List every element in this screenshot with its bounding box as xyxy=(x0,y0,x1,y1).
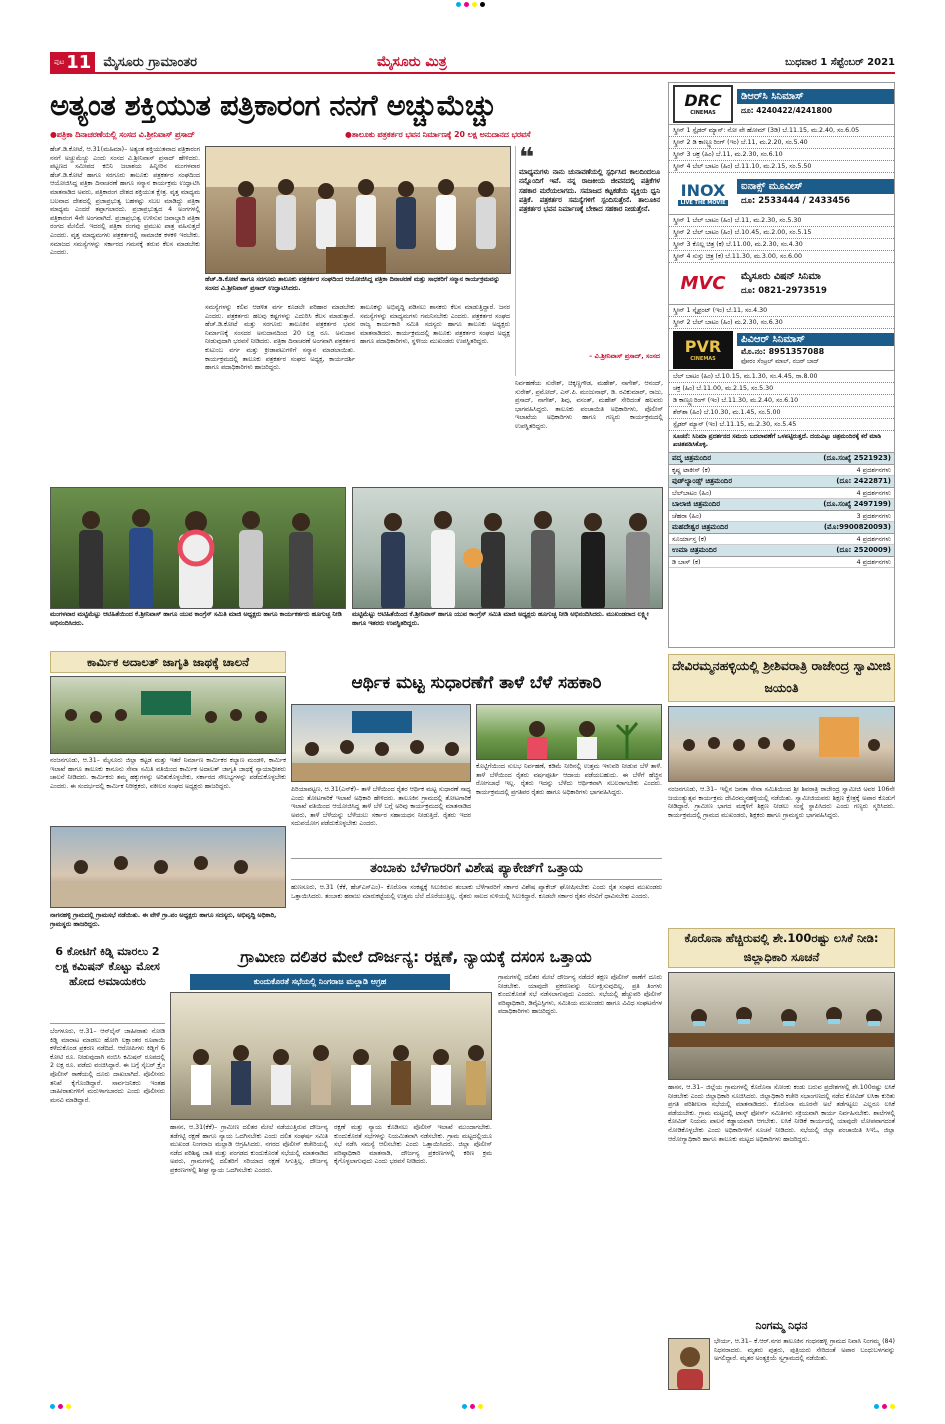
single-screen-name xyxy=(669,545,894,557)
drc-logo-text: DRC xyxy=(684,91,722,110)
screen-name: ವುಡ್‌ಲ್ಯಾಂಡ್ಸ್ ಚಿತ್ರಮಂದಿರ xyxy=(672,477,733,485)
drc-listing: ಸ್ಕ್ರೀನ್ 2 ಡಿ ಕಾಣ್ಜ್ಯೂರಿಂಗ್ (ಇಂ) ಬೆ.11, ಮ.2.20, ಸಂ.5.40 xyxy=(669,137,894,149)
screen-shows: 3 ಪ್ರದರ್ಶನಗಳು xyxy=(856,512,891,520)
lead-body-col1: ಹೆಚ್.ಡಿ.ಕೋಟೆ, ಆ.31(ಮಹಿಮಾ)– ಅತ್ಯಂತ ಶಕ್ತಿಯುತವಾದ ಪತ್ರಿಕಾರಂಗ ನನಗೆ ಅಚ್ಚುಮೆಚ್ಚು ಎಂದು ಸಂಸದ ವಿ.ಶ್ರೀನಿವಾಸ್ ಪ್ರಸಾದ್ ಹೇಳಿದರು. ಪಟ್ಟಣದ ಸಮೀಪದ ಕಬಿನಿ ಜಲಾಶಯ ಹಿನ್ನೀರಿನ ಮಂಗಳವಾರ ಹೆಚ್.ಡಿ.ಕೋಟೆ ಹಾಗೂ ಸರಗೂರು ತಾಲೂಕು ಪತ್ರಕರ್ತರ ಸಂಘದಿಂದ ಆಯೋಜಿಸಿದ್ದ ಪತ್ರಿಕಾ ದಿನಾಚರಣೆ ಹಾಗೂ ಸನ್ಮಾನ ಕಾರ್ಯಕ್ರಮ ಉದ್ಘಾಟಿಸಿ ಮಾತನಾಡಿದ ಅವರು, ಪತ್ರಿಕಾರಂಗ ದೇಶದ ಶಕ್ತಿಯುತ ಕ್ಷೇತ್ರ. ವೃತ್ತ ಮಾಧ್ಯಮ ಬಲವಾದ ದೇಶದಲ್ಲಿ ಪ್ರಜಾಪ್ರಭುತ್ವ ಬಹಳಷ್ಟು ಸಬಲ ಮಾಡಿದ್ದು ಪತ್ರಿಕಾ ಮಾಧ್ಯಮ ಎಂದರೆ ತಪ್ಪಾಗಲಾರದು. ಪ್ರಜಾಪ್ರಭುತ್ವದ 4 ಅಂಗಗಳಲ್ಲಿ ಪತ್ರಿಕಾರಂಗ 4ನೇ ಅಂಗವಾಗಿದೆ. ಪ್ರಜಾಪ್ರಭುತ್ವ ಉಳಿಸುವ ಜವಾಬ್ದಾರಿ ಪತ್ರಿಕಾ ರಂಗದ ಮೇಲಿದೆ. ಇದರಲ್ಲಿ ಪತ್ರಿಕಾ ರಂಗವು ಪ್ರಮುಖ ಪಾತ್ರ ವಹಿಸುತ್ತದೆ ಎಂದರು. ವೃತ್ತ ಮಾಧ್ಯಮಗಳು ಪತ್ರಕರ್ತರಲ್ಲಿ ಸಾಮಾಜಿಕ ಕಳಕಳಿ ಇರಬೇಕು. ಸಮಾಜದ ಸಮಸ್ಯೆಗಳನ್ನು ಸರ್ಕಾರದ ಗಮನಕ್ಕೆ ತರುವ ಕೆಲಸ ಮಾಡಬೇಕು ಎಂದರು. xyxy=(50,146,200,257)
single-screen-name xyxy=(669,453,894,465)
pvr-name: ಪಿವಿಆರ್ ಸಿನಿಮಾಸ್ xyxy=(737,333,894,346)
page-label: ಪುಟ xyxy=(54,57,65,66)
single-screen-row xyxy=(669,488,894,499)
screen-movie: ಸೂರ್ಯಾಸ್ತ (ಕ) xyxy=(672,535,707,543)
single-screen-list xyxy=(669,453,894,568)
drc-logo xyxy=(673,85,733,123)
inox-listing: ಸ್ಕ್ರೀನ್ 2 ಬೆಲ್ ಬಾಟಂ (ಹಿಂ) ಬೆ.10.45, ಮ.2.00, ಸಂ.5.15 xyxy=(669,227,894,239)
lead-photo-people xyxy=(206,147,511,274)
quote-mark-icon: ❝ xyxy=(519,143,535,173)
pvr-phone: ಮೊ.ನಂ: 8951357088 xyxy=(741,347,825,356)
inox-phone: ದೂ: 2533444 / 2433456 xyxy=(741,196,851,206)
drc-logo-sub: CINEMAS xyxy=(690,110,716,116)
dalit-photo-meeting xyxy=(171,993,492,1120)
inox-title-block xyxy=(737,179,894,208)
screen-name: ಉಮಾ ಚಿತ್ರಮಂದಿರ xyxy=(672,546,717,554)
screen-movie: ಡಿ ಬಾಸ್ (ಕ) xyxy=(672,558,701,566)
drc-listing: ಸ್ಕ್ರೀನ್ 3 ಚಕ್ರ (ಹಿಂ) ಬೆ.11, ಮ.2.30, ಸಂ.6.10 xyxy=(669,149,894,161)
single-screen-name xyxy=(669,522,894,534)
photo-left xyxy=(50,487,346,609)
obituary-portrait xyxy=(669,1339,710,1390)
covid-photo-meeting xyxy=(669,973,895,1080)
economy-photo-event xyxy=(292,705,471,782)
mvc-header xyxy=(669,263,894,305)
page-number-badge xyxy=(50,52,95,72)
mvc-listing: ಸ್ಕ್ರೀನ್ 1 ಸ್ಕೈಫ್ರಂಟ್ (ಇಂ) ಬೆ.11, ಸಂ.4.30 xyxy=(669,305,894,317)
labour-photo-2-meeting xyxy=(51,827,286,908)
screen-phone: (ದೂ: 2520009) xyxy=(836,546,891,554)
page-number: 11 xyxy=(66,51,92,73)
lead-photo-caption: ಹೆಚ್.ಡಿ.ಕೋಟೆ ಹಾಗೂ ಸರಗೂರು ತಾಲೂಕು ಪತ್ರಕರ್ತರ ಸಂಘದಿಂದ ಆಯೋಜಿಸಿದ್ದ ಪತ್ರಿಕಾ ದಿನಾಚರಣೆ ಮತ್ತು ಸಾಧಕರಿಗೆ ಸನ್ಮಾನ ಕಾರ್ಯಕ್ರಮವನ್ನು ಸಂಸದ ವಿ.ಶ್ರೀನಿವಾಸ್ ಪ್ರಸಾದ್ ಉದ್ಘಾಟಿಸಿದರು. xyxy=(205,276,500,292)
pvr-title-block xyxy=(737,333,894,366)
dalit-body-col2: ರಕ್ಷಣೆ ಮತ್ತು ನ್ಯಾಯ ಕೊಡಿಸಲು ಪೊಲೀಸ್ ಇಲಾಖೆ ಮುಂದಾಗಬೇಕು. ಕುಂದುಕೊರತೆ ಸಭೆಗಳನ್ನು ನಿಯಮಿತವಾಗಿ ನಡೆಸಬೇಕು. ಗ್ರಾಮ ಮಟ್ಟದಲ್ಲಿಯೂ ಸಭೆ ನಡೆಸಿ ಸಮಸ್ಯೆ ಆಲಿಸಬೇಕು ಎಂದು ಒತ್ತಾಯಿಸಿದರು. ಜಿಲ್ಲಾ ಪೊಲೀಸ್ ವರಿಷ್ಠಾಧಿಕಾರಿ ಮಾತನಾಡಿ, ದೌರ್ಜನ್ಯ ಪ್ರಕರಣಗಳಲ್ಲಿ ಕಠಿಣ ಕ್ರಮ ಕೈಗೊಳ್ಳಲಾಗುವುದು ಎಂದು ಭರವಸೆ ನೀಡಿದರು. xyxy=(334,1124,492,1166)
screen-shows: 4 ಪ್ರದರ್ಶನಗಳು xyxy=(856,489,891,497)
drc-listings xyxy=(669,125,894,173)
pvr-header xyxy=(669,329,894,371)
drc-listing: ಸ್ಕ್ರೀನ್ 4 ಬೆಲ್‌ ಬಾಟಂ (ಹಿಂ) ಬೆ.11.10, ಮ.2.15, ಸಂ.5.50 xyxy=(669,161,894,173)
photo-left-people xyxy=(51,488,346,609)
inox-listing: ಸ್ಕ್ರೀನ್ 3 ಕೊಲ್ಲ ಚಿತ್ರ (ಕ) ಬೆ.11.00, ಮ.2.30, ಸಂ.4.30 xyxy=(669,239,894,251)
mvc-listings xyxy=(669,305,894,329)
photo-right-people xyxy=(353,488,663,609)
pvr-notice: ಸೂಚನೆ: ಸಿನಿಮಾ ಪ್ರದರ್ಶನದ ಸಮಯ ಬದಲಾವಣೆಗೆ ಒಳಪಟ್ಟಿರುತ್ತದೆ. ದಯವಿಟ್ಟು ಚಿತ್ರಮಂದಿರಕ್ಕೆ ಕರೆ ಮಾಡಿ ಖಚಿತಪಡಿಸಿಕೊಳ್ಳಿ. xyxy=(669,431,894,453)
pvr-logo-text: PVR xyxy=(684,337,722,356)
dalit-body-col3: ಗ್ರಾಮಗಳಲ್ಲಿ ದಲಿತರ ಮೇಲೆ ದೌರ್ಜನ್ಯ ನಡೆದರೆ ತಕ್ಷಣ ಪೊಲೀಸ್ ಠಾಣೆಗೆ ದೂರು ನೀಡಬೇಕು. ಯಾವುದೇ ಪ್ರಕರಣವನ್ನು ನಿರ್ಲಕ್ಷಿಸುವುದಿಲ್ಲ. ಪ್ರತಿ ತಿಂಗಳು ಕುಂದುಕೊರತೆ ಸಭೆ ನಡೆಸಲಾಗುವುದು ಎಂದರು. ಸಭೆಯಲ್ಲಿ ಹೆಚ್ಚುವರಿ ಪೊಲೀಸ್ ವರಿಷ್ಠಾಧಿಕಾರಿ, ಡಿವೈಎಸ್ಪಿಗಳು, ಸಮಿತಿಯ ಮುಖಂಡರು ಹಾಗೂ ವಿವಿಧ ಸಂಘಟನೆಗಳ ಪದಾಧಿಕಾರಿಗಳು ಹಾಜರಿದ್ದರು. xyxy=(498,974,662,1016)
pvr-listing: ಚಕ್ರ (ಹಿಂ) ಬೆ.11.00, ಮ.2.15, ಸಂ.5.30 xyxy=(669,383,894,395)
economy-photo xyxy=(291,704,471,782)
pvr-listing: ಶೆರ್‌ಶಾ (ಹಿಂ) ಬೆ.10.30, ಮ.1.45, ಸಂ.5.00 xyxy=(669,407,894,419)
drc-listing: ಸ್ಕ್ರೀನ್ 1 ಸ್ಪೈಡರ್ ಮ್ಯಾನ್: ನೋ ವೇ ಹೋಮ್ (3ಡಿ) ಬೆ.11.15, ಮ.2.40, ಸಂ.6.05 xyxy=(669,125,894,137)
obituary-photo xyxy=(668,1338,710,1390)
date: ಬುಧವಾರ 1 ಸೆಪ್ಟೆಂಬರ್ 2021 xyxy=(785,56,895,68)
covid-photo xyxy=(668,972,895,1080)
labour-photo-2 xyxy=(50,826,286,908)
drc-header xyxy=(669,83,894,125)
screen-shows: 4 ಪ್ರದರ್ಶನಗಳು xyxy=(856,558,891,566)
pvr-logo-sub: CINEMAS xyxy=(690,356,716,362)
photo-right-caption: ಮಟ್ಟಿಮೆಟ್ಟು ಆಟಿಹಿತೆಯಿಂದ ಕೆ.ಶ್ರೀನಿವಾಸ್ ಹಾಗೂ ಯುವ ಕಾಂಗ್ರೆಸ್ ಸಮಿತಿ ಮಾಜಿ ಅಧ್ಯಕ್ಷರು ಹೂಗುಚ್ಛ ನೀಡಿ ಅಭಿನಂದಿಸಿದರು. ಮುಖಂಡರಾದ ಲಕ್ಷ್ಮೀ ಹಾಗೂ ಇತರರು ಉಪಸ್ಥಿತರಿದ್ದರು. xyxy=(352,611,649,627)
navaratri-photo-group xyxy=(669,707,895,782)
lead-quote-author: – ವಿ.ಶ್ರೀನಿವಾಸ್ ಪ್ರಸಾದ್, ಸಂಸದ xyxy=(588,352,660,360)
pvr-address: ಫೋರಂ ಸೆಂಟ್ರಲ್ ಮಾಲ್, ನಜರ್ ಬಾದ್ xyxy=(741,358,820,365)
lead-body-col2: ಸಮಸ್ಯೆಗಳನ್ನು ಕಲಿವ ಆಡಳಿತ ವರ್ಗ ಕೂಡಲೇ ಪರಿಹಾರ ಮಾಡಬೇಕು ಎಂದರು. ಪತ್ರಕರ್ತರು ಹಲವು ಕಷ್ಟಗಳನ್ನು ಎದುರಿಸಿ ಕೆಲಸ ಮಾಡುತ್ತಾರೆ. ಹೆಚ್.ಡಿ.ಕೋಟೆ ಮತ್ತು ಸರಗೂರು ತಾಲೂಕಿನ ಪತ್ರಕರ್ತರ ಭವನ ನಿರ್ಮಾಣಕ್ಕೆ ಸಂಸದರ ಅನುದಾನದಿಂದ 20 ಲಕ್ಷ ರೂ. ಅನುದಾನ ನೀಡುವುದಾಗಿ ಭರವಸೆ ನೀಡಿದರು. ಪತ್ರಿಕಾ ದಿನಾಚರಣೆ ಅಂಗವಾಗಿ ಪತ್ರಕರ್ತರ ಕುಟುಂಬ ವರ್ಗ ಮತ್ತು ಕ್ರೀಡಾಪಟುಗಳಿಗೆ ಸನ್ಮಾನ ಮಾಡಲಾಯಿತು. ಕಾರ್ಯಕ್ರಮದಲ್ಲಿ ತಾಲೂಕು ಪತ್ರಕರ್ತರ ಸಂಘದ ಅಧ್ಯಕ್ಷ, ಕಾರ್ಯದರ್ಶಿ ಹಾಗೂ ಪದಾಧಿಕಾರಿಗಳು ಹಾಜರಿದ್ದರು. xyxy=(205,304,355,372)
screen-phone: (ದೂ: 2422871) xyxy=(836,477,891,485)
pvr-listing: ಡಿ ಕಾಣ್ಜ್ಯೂರಿಂಗ್ (ಇಂ) ಬೆ.11.30, ಮ.2.40, ಸಂ.6.10 xyxy=(669,395,894,407)
inox-header xyxy=(669,173,894,215)
section-title: ಮೈಸೂರು ಗ್ರಾಮಾಂತರ xyxy=(103,54,197,70)
screen-phone: (ಮೊ:9900820093) xyxy=(823,523,891,531)
obituary-headline: ನಿಂಗಮ್ಮ ನಿಧನ xyxy=(668,1318,895,1336)
screen-movie: ಕೃಷ್ಣ ಟಾಕೀಸ್ (ಕ) xyxy=(672,466,711,474)
lead-quote: ಮಾಧ್ಯಮಗಳು ನಾನು ಚುನಾವಣೆಯಲ್ಲಿ ಸ್ಪರ್ಧಿಸಿದ ಕಾಲದಿಂದಲೂ ನನ್ನೊಂದಿಗೆ ಇವೆ. ನನ್ನ ರಾಜಕೀಯ ಜೀವನದಲ್ಲಿ ಪತ್ರಿಕೆಗಳ ಸಹಕಾರ ಮರೆಯಲಾಗದು. ಸಮಾಜದ ಕಟ್ಟಕಡೆಯ ವ್ಯಕ್ತಿಯ ಧ್ವನಿ ಪತ್ರಿಕೆ. ಪತ್ರಕರ್ತರ ಸಮಸ್ಯೆಗಳಿಗೆ ಸ್ಪಂದಿಸುತ್ತೇನೆ. ತಾಲೂಕಿನ ಪತ್ರಕರ್ತರ ಭವನ ನಿರ್ಮಾಣಕ್ಕೆ ಬೇಕಾದ ಸಹಕಾರ ನೀಡುತ್ತೇನೆ. xyxy=(519,168,660,214)
lead-body-col3: ತಾಲೂಕನ್ನು ಅಭಿವೃದ್ಧಿ ಪಡಿಸಲು ಶಾಸಕರು ಕೆಲಸ ಮಾಡುತ್ತಿದ್ದಾರೆ. ಜನರ ಸಮಸ್ಯೆಗಳನ್ನು ಮಾಧ್ಯಮಗಳು ಗಮನಿಸಬೇಕು ಎಂದರು. ಪತ್ರಕರ್ತರ ಸಂಘದ ರಾಜ್ಯ ಕಾರ್ಯಕಾರಿ ಸಮಿತಿ ಸದಸ್ಯರು ಹಾಗೂ ತಾಲೂಕು ಅಧ್ಯಕ್ಷರು ಮಾತನಾಡಿದರು. ಕಾರ್ಯಕ್ರಮದಲ್ಲಿ ತಾಲೂಕು ಪತ್ರಕರ್ತರ ಸಂಘದ ಅಧ್ಯಕ್ಷ ಹಾಗೂ ಪದಾಧಿಕಾರಿಗಳು, ಸ್ಥಳೀಯ ಮುಖಂಡರು ಉಪಸ್ಥಿತರಿದ್ದರು. xyxy=(360,304,510,346)
single-screen-row xyxy=(669,557,894,568)
single-screen-name xyxy=(669,499,894,511)
labour-body: ನಂಜನಗೂಡು, ಆ.31– ಮೈಸೂರು ಜಿಲ್ಲಾ ಕಟ್ಟಡ ಮತ್ತು ಇತರೆ ನಿರ್ಮಾಣ ಕಾರ್ಮಿಕರ ಕಲ್ಯಾಣ ಮಂಡಳಿ, ಕಾರ್ಮಿಕ ಇಲಾಖೆ ಹಾಗೂ ತಾಲೂಕು ಕಾನೂನು ಸೇವಾ ಸಮಿತಿ ವತಿಯಿಂದ ಕಾರ್ಮಿಕ ಅದಾಲತ್ ಜಾಗೃತಿ ಜಾಥಕ್ಕೆ ನ್ಯಾಯಾಧೀಶರು ಚಾಲನೆ ನೀಡಿದರು. ಕಾರ್ಮಿಕರು ತಮ್ಮ ಹಕ್ಕುಗಳನ್ನು ಅರಿತುಕೊಳ್ಳಬೇಕು, ಸರ್ಕಾರದ ಸೌಲಭ್ಯಗಳನ್ನು ಪಡೆದುಕೊಳ್ಳಬೇಕು ಎಂದರು. ಈ ಸಂದರ್ಭದಲ್ಲಿ ಕಾರ್ಮಿಕ ನಿರೀಕ್ಷಕರು, ವಕೀಲರ ಸಂಘದ ಅಧ್ಯಕ್ಷರು ಹಾಜರಿದ್ದರು. xyxy=(50,757,286,790)
lead-photo xyxy=(205,146,511,274)
mvc-title-block xyxy=(737,269,894,298)
lead-headline: ಅತ್ಯಂತ ಶಕ್ತಿಯುತ ಪತ್ರಿಕಾರಂಗ ನನಗೆ ಅಚ್ಚುಮೆಚ್ಚು xyxy=(50,88,497,122)
labour-photo xyxy=(50,676,286,754)
navaratri-headline: ದೇವಿರಮ್ಮನಹಳ್ಳಿಯಲ್ಲಿ ಶ್ರೀಶಿವರಾತ್ರಿ ರಾಜೇಂದ್ರ ಸ್ವಾಮೀಜಿ ಜಯಂತಿ xyxy=(668,654,895,702)
dalit-subhead: ಕುಂದುಕೊರತೆ ಸಭೆಯಲ್ಲಿ ನಿಂಗರಾಜ ಮಲ್ಲಾಡಿ ಆಗ್ರಹ xyxy=(190,974,450,990)
covid-body: ಹಾಸನ, ಆ.31– ಜಿಲ್ಲೆಯ ಗ್ರಾಮಗಳಲ್ಲಿ ಕೊರೊನಾ ಸೋಂಕು ಕಂಡು ಬರುವ ಪ್ರದೇಶಗಳಲ್ಲಿ ಶೇ.100ರಷ್ಟು ಲಸಿಕೆ ನೀಡಬೇಕು ಎಂದು ಜಿಲ್ಲಾಧಿಕಾರಿ ಸೂಚಿಸಿದರು. ಜಿಲ್ಲಾಧಿಕಾರಿ ಕಚೇರಿ ಸಭಾಂಗಣದಲ್ಲಿ ನಡೆದ ಕೋವಿಡ್ ಲಸಿಕಾ ಕುರಿತು ಪ್ರಗತಿ ಪರಿಶೀಲನಾ ಸಭೆಯಲ್ಲಿ ಮಾತನಾಡಿದರು. ಕೊರೊನಾ ಮೂರನೇ ಅಲೆ ತಡೆಗಟ್ಟಲು ಎಲ್ಲರೂ ಲಸಿಕೆ ಪಡೆಯಬೇಕು. ಗ್ರಾಮ ಮಟ್ಟದಲ್ಲಿ ಟಾಸ್ಕ್ ಫೋರ್ಸ್ ಸಮಿತಿಗಳು ಸಕ್ರಿಯವಾಗಿ ಕಾರ್ಯ ನಿರ್ವಹಿಸಬೇಕು. ಶಾಲೆಗಳಲ್ಲಿ ಕೋವಿಡ್ ನಿಯಮ ಪಾಲನೆ ಕಡ್ಡಾಯವಾಗಿ ಆಗಬೇಕು. ಲಸಿಕೆ ನೀಡಿಕೆ ಕಾರ್ಯದಲ್ಲಿ ಯಾವುದೇ ಲೋಪವಾಗದಂತೆ ನೋಡಿಕೊಳ್ಳಬೇಕು ಎಂದು ಅಧಿಕಾರಿಗಳಿಗೆ ಸೂಚನೆ ನೀಡಿದರು. ಸಭೆಯಲ್ಲಿ ಜಿಲ್ಲಾ ಪಂಚಾಯಿತಿ ಸಿಇಓ, ಜಿಲ್ಲಾ ಆರೋಗ್ಯಾಧಿಕಾರಿ ಹಾಗೂ ತಾಲೂಕು ಮಟ್ಟದ ಅಧಿಕಾರಿಗಳು ಹಾಜರಿದ್ದರು. xyxy=(668,1084,895,1143)
screen-shows: 4 ಪ್ರದರ್ಶನಗಳು xyxy=(856,535,891,543)
mvc-listing: ಸ್ಕ್ರೀನ್ 2 ಬೆಲ್ ಬಾಟಂ (ಹಿಂ) ಮ.2.30, ಸಂ.6.30 xyxy=(669,317,894,329)
inox-listings xyxy=(669,215,894,263)
single-screen-row xyxy=(669,465,894,476)
pvr-listings xyxy=(669,371,894,431)
obituary-body: ಭೇರ್ಯ, ಆ.31– ಕೆ.ಆರ್.ನಗರ ತಾಲೂಕಿನ ಗಂಧನಹಳ್ಳಿ ಗ್ರಾಮದ ನಿವಾಸಿ ನಿಂಗಮ್ಮ (84) ನಿಧನರಾದರು. ಮೃತರು ಪುತ್ರರು, ಪುತ್ರಿಯರು ಸೇರಿದಂತೆ ಅಪಾರ ಬಂಧುಬಳಗವನ್ನು ಅಗಲಿದ್ದಾರೆ. ಮೃತರ ಅಂತ್ಯಕ್ರಿಯೆ ಸ್ವಗ್ರಾಮದಲ್ಲಿ ನಡೆಯಿತು. xyxy=(714,1338,895,1363)
screen-name: ಮಹದೇಶ್ವರ ಚಿತ್ರಮಂದಿರ xyxy=(672,523,729,531)
navaratri-body: ನಂಜನಗೂಡು, ಆ.31– ಇಲ್ಲಿನ ಜನತಾ ಸೇವಾ ಸಮಿತಿಯಿಂದ ಶ್ರೀ ಶಿವರಾತ್ರಿ ರಾಜೇಂದ್ರ ಸ್ವಾಮೀಜಿ ಅವರ 106ನೇ ಜಯಂತ್ಯುತ್ಸವ ಕಾರ್ಯಕ್ರಮ ದೇವಿರಮ್ಮನಹಳ್ಳಿಯಲ್ಲಿ ನಡೆಯಿತು. ಸ್ವಾಮೀಜಿಯವರು ಶಿಕ್ಷಣ ಕ್ಷೇತ್ರಕ್ಕೆ ಅಪಾರ ಕೊಡುಗೆ ನೀಡಿದ್ದಾರೆ. ಗ್ರಾಮೀಣ ಭಾಗದ ಮಕ್ಕಳಿಗೆ ಶಿಕ್ಷಣ ನೀಡಲು ಸಂಸ್ಥೆ ಸ್ಥಾಪಿಸಿದರು ಎಂದು ಗಣ್ಯರು ಸ್ಮರಿಸಿದರು. ಕಾರ್ಯಕ್ರಮದಲ್ಲಿ ಗ್ರಾಮದ ಮುಖಂಡರು, ಶಿಕ್ಷಕರು ಹಾಗೂ ಗ್ರಾಮಸ್ಥರು ಭಾಗವಹಿಸಿದ್ದರು. xyxy=(668,786,895,819)
single-screen-name xyxy=(669,476,894,488)
bribe-body: ಬೆಂಗಳೂರು, ಆ.31– ಆನ್‍ಲೈನ್ ಜಾಹೀರಾತು ನೋಡಿ ಕಿಡ್ನಿ ಮಾರಾಟ ಮಾಡಲು ಹೋಗಿ ಲಕ್ಷಾಂತರ ರೂಪಾಯಿ ಕಳೆದುಕೊಂಡ ಪ್ರಕರಣ ನಡೆದಿದೆ. ಆರೋಪಿಗಳು ಕಿಡ್ನಿಗೆ 6 ಕೋಟಿ ರೂ. ನೀಡುವುದಾಗಿ ನಂಬಿಸಿ ಕಮಿಷನ್ ರೂಪದಲ್ಲಿ 2 ಲಕ್ಷ ರೂ. ಪಡೆದು ವಂಚಿಸಿದ್ದಾರೆ. ಈ ಬಗ್ಗೆ ಸೈಬರ್ ಕ್ರೈಂ ಪೊಲೀಸ್ ಠಾಣೆಯಲ್ಲಿ ದೂರು ದಾಖಲಾಗಿದೆ. ಪೊಲೀಸರು ತನಿಖೆ ಕೈಗೊಂಡಿದ್ದಾರೆ. ಸಾರ್ವಜನಿಕರು ಇಂತಹ ಜಾಹೀರಾತುಗಳಿಗೆ ಮರುಳಾಗಬಾರದು ಎಂದು ಪೊಲೀಸರು ಮನವಿ ಮಾಡಿದ್ದಾರೆ. xyxy=(50,1028,165,1104)
inox-listing: ಸ್ಕ್ರೀನ್ 4 ಸುಸ್ತು ಚಿತ್ರ (ಕ) ಬೆ.11.30, ಮ.3.00, ಸಂ.6.00 xyxy=(669,251,894,263)
labour-photo-rally xyxy=(51,677,286,754)
inox-listing: ಸ್ಕ್ರೀನ್ 1 ಬೆಲ್‌ ಬಾಟಂ (ಹಿಂ) ಬೆ.11, ಮ.2.30, ಸಂ.5.30 xyxy=(669,215,894,227)
tobacco-body: ಹುಣಸೂರು, ಆ.31 (ಕೆಕೆ, ಹೆಚ್‍ಎಸ್‍ಎಂ)– ಕೊರೊನಾ ಸಂಕಷ್ಟಕ್ಕೆ ಸಿಲುಕಿರುವ ತಂಬಾಕು ಬೆಳೆಗಾರರಿಗೆ ಸರ್ಕಾರ ವಿಶೇಷ ಪ್ಯಾಕೇಜ್ ಘೋಷಿಸಬೇಕು ಎಂದು ರೈತ ಸಂಘದ ಮುಖಂಡರು ಒತ್ತಾಯಿಸಿದರು. ತಂಬಾಕು ಹರಾಜು ಮಾರುಕಟ್ಟೆಯಲ್ಲಿ ಉತ್ತಮ ಬೆಲೆ ದೊರೆಯುತ್ತಿಲ್ಲ. ರೈತರು ಸಾಲದ ಸುಳಿಯಲ್ಲಿ ಸಿಲುಕಿದ್ದಾರೆ. ಕೂಡಲೇ ಸರ್ಕಾರ ರೈತರ ನೆರವಿಗೆ ಧಾವಿಸಬೇಕು ಎಂದರು. xyxy=(291,884,662,900)
mvc-logo: MVC xyxy=(680,273,726,294)
dalit-body-col1: ಹಾಸನ, ಆ.31(ಕೆಕೆ)– ಗ್ರಾಮೀಣ ದಲಿತರ ಮೇಲೆ ನಡೆಯುತ್ತಿರುವ ದೌರ್ಜನ್ಯ ತಡೆಗಟ್ಟಿ ರಕ್ಷಣೆ ಹಾಗೂ ನ್ಯಾಯ ಒದಗಿಸಬೇಕು ಎಂದು ದಲಿತ ಸಂಘರ್ಷ ಸಮಿತಿ ಮುಖಂಡ ನಿಂಗರಾಜ ಮಲ್ಲಾಡಿ ಆಗ್ರಹಿಸಿದರು. ನಗರದ ಪೊಲೀಸ್ ಕಚೇರಿಯಲ್ಲಿ ನಡೆದ ಪರಿಶಿಷ್ಟ ಜಾತಿ ಮತ್ತು ಪಂಗಡದ ಕುಂದುಕೊರತೆ ಸಭೆಯಲ್ಲಿ ಮಾತನಾಡಿದ ಅವರು, ಗ್ರಾಮಗಳಲ್ಲಿ ದಲಿತರಿಗೆ ಸರಿಯಾದ ರಕ್ಷಣೆ ಸಿಗುತ್ತಿಲ್ಲ. ದೌರ್ಜನ್ಯ ಪ್ರಕರಣಗಳಲ್ಲಿ ಶೀಘ್ರ ನ್ಯಾಯ ಒದಗಿಸಬೇಕು ಎಂದರು. xyxy=(170,1124,328,1174)
photo-left-caption: ಮಂಗಳವಾರ ಮಟ್ಟಿಮೆಟ್ಟು ಆಟಿಹಿತೆಯಿಂದ ಕೆ.ಶ್ರೀನಿವಾಸ್ ಹಾಗೂ ಯುವ ಕಾಂಗ್ರೆಸ್ ಸಮಿತಿ ಮಾಜಿ ಅಧ್ಯಕ್ಷರು ಹಾಗೂ ಕಾರ್ಯಕರ್ತರು ಹೂಗುಚ್ಛ ನೀಡಿ ಅಭಿನಂದಿಸಿದರು. xyxy=(50,611,342,627)
registration-marks-top xyxy=(370,2,570,8)
photo-right xyxy=(352,487,663,609)
dalit-headline: ಗ್ರಾಮೀಣ ದಲಿತರ ಮೇಲೆ ದೌರ್ಜನ್ಯ: ರಕ್ಷಣೆ, ನ್ಯಾಯಕ್ಕೆ ದಸಂಸ ಒತ್ತಾಯ xyxy=(170,944,662,972)
masthead xyxy=(50,52,895,74)
screen-phone: (ದೂ.ಸಂಖ್ಯೆ 2521923) xyxy=(823,454,891,462)
drc-title-block xyxy=(737,89,894,118)
economy-photo-2-plant xyxy=(477,705,662,760)
drc-name: ಡಿಆರ್‌ಸಿ ಸಿನಿಮಾಸ್ xyxy=(737,89,894,104)
single-screen-row xyxy=(669,534,894,545)
cinema-column xyxy=(668,82,895,648)
pvr-logo xyxy=(673,331,733,369)
pvr-listing: ಸ್ಪೈಡರ್ ಮ್ಯಾನ್ (ಇಂ) ಬೆ.11.15, ಮ.2.30, ಸಂ.5.45 xyxy=(669,419,894,431)
lead-quote-box xyxy=(515,143,663,376)
screen-shows: 4 ಪ್ರದರ್ಶನಗಳು xyxy=(856,466,891,474)
economy-body-col1: ಪಿರಿಯಾಪಟ್ಟಣ, ಆ.31(ಎನ್‍ಕೆ)– ತಾಳೆ ಬೆಳೆಯಿಂದ ರೈತರ ಆರ್ಥಿಕ ಮಟ್ಟ ಸುಧಾರಣೆ ಸಾಧ್ಯ ಎಂದು ತೋಟಗಾರಿಕೆ ಇಲಾಖೆ ಅಧಿಕಾರಿ ಹೇಳಿದರು. ತಾಲೂಕಿನ ಗ್ರಾಮದಲ್ಲಿ ತೋಟಗಾರಿಕೆ ಇಲಾಖೆ ವತಿಯಿಂದ ಆಯೋಜಿಸಿದ್ದ ತಾಳೆ ಬೆಳೆ ಬಗ್ಗೆ ಅರಿವು ಕಾರ್ಯಕ್ರಮದಲ್ಲಿ ಮಾತನಾಡಿದ ಅವರು, ತಾಳೆ ಬೆಳೆಯನ್ನು ಬೆಳೆಯಲು ಸರ್ಕಾರ ಸಹಾಯಧನ ನೀಡುತ್ತಿದೆ. ರೈತರು ಇದರ ಸದುಪಯೋಗ ಪಡೆದುಕೊಳ್ಳಬೇಕು ಎಂದರು. xyxy=(291,786,471,828)
screen-phone: (ದೂ.ಸಂಖ್ಯೆ 2497199) xyxy=(823,500,891,508)
screen-name: ಬಾಲಾಜಿ ಚಿತ್ರಮಂದಿರ xyxy=(672,500,721,508)
screen-name: ಪದ್ಮ ಚಿತ್ರಮಂದಿರ xyxy=(672,454,712,462)
economy-photo-2 xyxy=(476,704,662,760)
screen-movie: ಬೆಲ್‌ಬಾಟಂ (ಹಿಂ) xyxy=(672,489,712,497)
single-screen-row xyxy=(669,511,894,522)
lead-kicker-right: ●ತಾಲೂಕು ಪತ್ರಕರ್ತರ ಭವನ ನಿರ್ಮಾಣಕ್ಕೆ 20 ಲಕ್ಷ ಅನುದಾನದ ಭರವಸೆ xyxy=(345,130,531,139)
inox-logo xyxy=(673,175,733,213)
tobacco-headline: ತಂಬಾಕು ಬೆಳೆಗಾರರಿಗೆ ವಿಶೇಷ ಪ್ಯಾಕೇಜ್‍ಗೆ ಒತ್ತಾಯ xyxy=(291,858,662,880)
covid-headline: ಕೊರೊನಾ ಹೆಚ್ಚಿರುವಲ್ಲಿ ಶೇ.100ರಷ್ಟು ಲಸಿಕೆ ನೀಡಿ: ಜಿಲ್ಲಾಧಿಕಾರಿ ಸೂಚನೆ xyxy=(668,928,895,968)
mvc-name: ಮೈಸೂರು ವಿಷನ್ ಸಿನಿಮಾ xyxy=(741,271,821,282)
economy-headline: ಆರ್ಥಿಕ ಮಟ್ಟ ಸುಧಾರಣೆಗೆ ತಾಳೆ ಬೆಳೆ ಸಹಕಾರಿ xyxy=(291,669,662,699)
pvr-listing: ಬೆಲ್ ಬಾಟಂ (ಹಿಂ) ಬೆ.10.15, ಮ.1.30, ಸಂ.4.45, ರಾ.8.00 xyxy=(669,371,894,383)
economy-body-col2: ಕೊಟ್ಟಿಗೆಯಿಂದ ಸುಲಭ ನಿರ್ವಹಣೆ, ಕಡಿಮೆ ನೀರಿನಲ್ಲಿ ಉತ್ತಮ ಇಳುವರಿ ನೀಡುವ ಬೆಳೆ ತಾಳೆ. ತಾಳೆ ಬೆಳೆಯಿಂದ ರೈತರು ವರ್ಷಪೂರ್ತಿ ಆದಾಯ ಪಡೆಯಬಹುದು. ಈ ಬೆಳೆಗೆ ಹೆಚ್ಚಿನ ರೋಗಬಾಧೆ ಇಲ್ಲ. ರೈತರು ಇದನ್ನು ಬೆಳೆದು ಆರ್ಥಿಕವಾಗಿ ಸಬಲರಾಗಬೇಕು ಎಂದರು. ಕಾರ್ಯಕ್ರಮದಲ್ಲಿ ಪ್ರಗತಿಪರ ರೈತರು ಹಾಗೂ ಅಧಿಕಾರಿಗಳು ಭಾಗವಹಿಸಿದ್ದರು. xyxy=(476,763,662,796)
drc-phone: ದೂ: 4240422/4241800 xyxy=(741,106,833,115)
labour-caption: ನಾಗನಹಳ್ಳಿ ಗ್ರಾಮದಲ್ಲಿ ಗ್ರಾಮಸಭೆ ನಡೆಯಿತು. ಈ ವೇಳೆ ಗ್ರಾ.ಪಂ ಅಧ್ಯಕ್ಷರು ಹಾಗೂ ಸದಸ್ಯರು, ಅಭಿವೃದ್ಧಿ ಅಧಿಕಾರಿ, ಗ್ರಾಮಸ್ಥರು ಹಾಜರಿದ್ದರು. xyxy=(50,912,277,928)
labour-headline: ಕಾರ್ಮಿಕ ಅದಾಲತ್ ಜಾಗೃತಿ ಜಾಥಕ್ಕೆ ಚಾಲನೆ xyxy=(50,651,286,673)
inox-name: ಐನಾಕ್ಸ್ ಮೂವೀಸ್ xyxy=(737,179,894,194)
bribe-headline: 6 ಕೋಟಿಗೆ ಕಿಡ್ನಿ ಮಾರಲು 2 ಲಕ್ಷ ಕಮಿಷನ್ ಕೊಟ್ಟು ಮೋಸ ಹೋದ ಅಮಾಯಕರು xyxy=(50,944,165,1024)
inox-logo-sub: LIVE THE MOVIE xyxy=(680,200,726,206)
dalit-photo xyxy=(170,992,492,1120)
screen-movie: ಚೆಹರಾ (ಹಿಂ) xyxy=(672,512,702,520)
inox-logo-text: INOX xyxy=(680,181,726,200)
navaratri-photo xyxy=(668,706,895,782)
mvc-phone: ದೂ: 0821-2973519 xyxy=(741,286,827,296)
paper-name: ಮೈಸೂರು ಮಿತ್ರ xyxy=(377,54,447,70)
registration-marks-bottom xyxy=(50,1404,895,1412)
lead-kicker-left: ●ಪತ್ರಿಕಾ ದಿನಾಚರಣೆಯಲ್ಲಿ ಸಂಸದ ವಿ.ಶ್ರೀನಿವಾಸ್ ಪ್ರಸಾದ್ xyxy=(50,130,195,139)
lead-body-col4: ನಿರ್ವಹಣೆಯ ಸುರೇಶ್, ಚಿಕ್ಕಣ್ಣಗೌಡ, ಮಹೇಶ್, ನಾಗೇಶ್, ಆನಂದ್, ಸುರೇಶ್, ಪ್ರಮೋದ್, ಎಸ್.ಪಿ. ಮಂಜುನಾಥ್, ಡಿ. ರವಿಕುಮಾರ್, ರಾಜು, ಪ್ರಸಾದ್, ನಾಗೇಶ್, ಶಿವು, ವಸಂತ್, ಮಹೇಶ್ ಸೇರಿದಂತೆ ಹಲವರು ಭಾಗವಹಿಸಿದ್ದರು. ತಾಲೂಕು ಪಂಚಾಯಿತಿ ಅಧಿಕಾರಿಗಳು, ಪೊಲೀಸ್ ಇಲಾಖೆಯ ಅಧಿಕಾರಿಗಳು ಹಾಗೂ ಗಣ್ಯರು ಕಾರ್ಯಕ್ರಮದಲ್ಲಿ ಉಪಸ್ಥಿತರಿದ್ದರು. xyxy=(515,380,663,430)
